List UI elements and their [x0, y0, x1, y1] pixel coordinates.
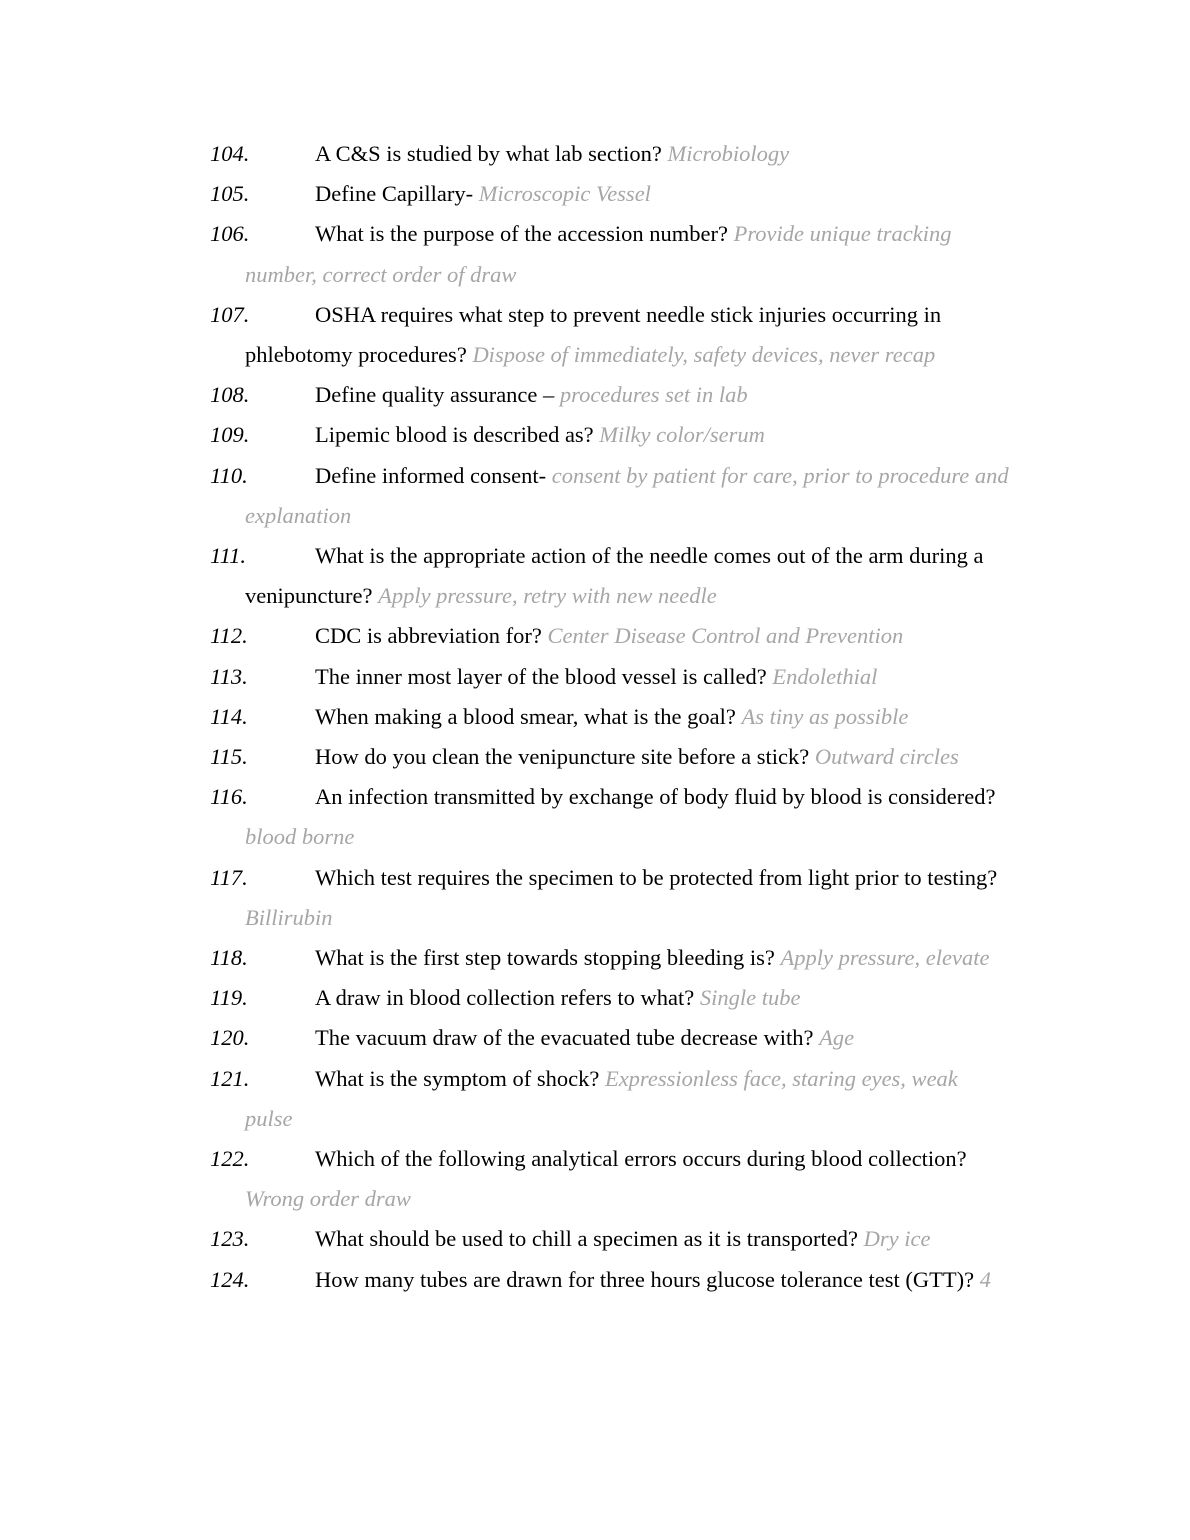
- question-item: [210, 1219, 1010, 1259]
- answer-text: blood borne: [245, 824, 355, 850]
- question-number: 104.: [210, 141, 250, 166]
- question-item: [210, 456, 1010, 536]
- question-item: [210, 978, 1010, 1018]
- question-item: [210, 375, 1010, 415]
- question-item: [210, 295, 1010, 375]
- question-list: [210, 134, 1010, 1300]
- question-number: 112.: [210, 623, 248, 649]
- question-text: What is the symptom of shock?: [315, 1065, 600, 1091]
- question-item: [210, 616, 1010, 656]
- question-item: [210, 1139, 1010, 1219]
- answer-text: Billirubin: [245, 904, 333, 930]
- question-text: Which of the following analytical errors occurs during blood collection?: [315, 1146, 967, 1172]
- question-text: A C&S is studied by what lab section?: [315, 141, 662, 166]
- question-number: 107.: [210, 301, 250, 327]
- question-number: 109.: [210, 422, 250, 448]
- question-text: What should be used to chill a specimen as it is transported?: [315, 1226, 858, 1252]
- question-text: The inner most layer of the blood vessel is called?: [315, 663, 767, 689]
- question-text: Define quality assurance –: [315, 382, 555, 408]
- question-item: [210, 657, 1010, 697]
- answer-text: 4: [979, 1266, 991, 1292]
- question-text: How do you clean the venipuncture site before a stick?: [315, 744, 810, 770]
- question-number: 121.: [210, 1065, 250, 1091]
- question-text: Which test requires the specimen to be protected from light prior to testing?: [315, 864, 998, 890]
- question-text: CDC is abbreviation for?: [315, 623, 542, 649]
- answer-text: Wrong order draw: [245, 1186, 411, 1212]
- question-text: What is the purpose of the accession number?: [315, 221, 728, 247]
- question-number: 110.: [210, 462, 248, 488]
- question-item: [210, 737, 1010, 777]
- answer-text: As tiny as possible: [741, 703, 909, 729]
- question-item: [210, 134, 1010, 174]
- question-number: 106.: [210, 221, 250, 247]
- question-item: [210, 697, 1010, 737]
- question-number: 115.: [210, 744, 248, 770]
- answer-text: Microscopic Vessel: [478, 181, 651, 207]
- answer-text: Center Disease Control and Prevention: [547, 623, 904, 649]
- question-number: 117.: [210, 864, 248, 890]
- answer-text: Dispose of immediately, safety devices, never recap: [472, 342, 936, 368]
- question-text: Lipemic blood is described as?: [315, 422, 594, 448]
- question-number: 113.: [210, 663, 248, 689]
- question-text: A draw in blood collection refers to what?: [315, 985, 695, 1011]
- answer-text: Single tube: [699, 985, 801, 1011]
- question-item: [210, 938, 1010, 978]
- answer-text: Outward circles: [814, 744, 959, 770]
- question-item: [210, 214, 1010, 294]
- question-item: [210, 858, 1010, 938]
- answer-text: Expressionless face, staring eyes, weak pulse: [245, 1065, 958, 1131]
- question-text: The vacuum draw of the evacuated tube decrease with?: [315, 1025, 814, 1051]
- question-number: 120.: [210, 1025, 250, 1051]
- question-text: OSHA requires what step to prevent needle stick injuries occurring in phlebotomy procedures?: [245, 301, 942, 368]
- answer-text: Microbiology: [667, 141, 790, 166]
- question-text: When making a blood smear, what is the goal?: [315, 703, 736, 729]
- answer-text: procedures set in lab: [559, 382, 748, 408]
- question-item: [210, 174, 1010, 214]
- question-text: An infection transmitted by exchange of body fluid by blood is considered?: [315, 784, 996, 810]
- question-item: [210, 536, 1010, 616]
- question-text: Define Capillary-: [315, 181, 474, 207]
- question-item: [210, 777, 1010, 857]
- question-text: What is the first step towards stopping bleeding is?: [315, 945, 775, 971]
- question-text: How many tubes are drawn for three hours glucose tolerance test (GTT)?: [315, 1266, 975, 1292]
- question-item: [210, 1059, 1010, 1139]
- question-item: [210, 1018, 1010, 1058]
- question-number: 114.: [210, 703, 248, 729]
- answer-text: Provide unique tracking number, correct order of draw: [245, 221, 952, 287]
- answer-text: Dry ice: [863, 1226, 931, 1252]
- question-number: 108.: [210, 382, 250, 408]
- question-number: 119.: [210, 985, 248, 1011]
- question-text: Define informed consent-: [315, 462, 547, 488]
- answer-text: Endolethial: [772, 663, 878, 689]
- question-number: 124.: [210, 1266, 250, 1292]
- question-item: [210, 415, 1010, 455]
- question-number: 105.: [210, 181, 250, 207]
- answer-text: Apply pressure, retry with new needle: [378, 583, 717, 609]
- question-number: 118.: [210, 945, 248, 971]
- question-text: What is the appropriate action of the needle comes out of the arm during a venipuncture?: [245, 543, 984, 609]
- question-item: [210, 1260, 1010, 1300]
- answer-text: Age: [819, 1025, 855, 1051]
- question-number: 116.: [210, 784, 248, 810]
- question-number: 111.: [210, 543, 247, 569]
- question-number: 123.: [210, 1226, 250, 1252]
- question-number: 122.: [210, 1146, 250, 1172]
- answer-text: Milky color/serum: [599, 422, 765, 448]
- answer-text: consent by patient for care, prior to procedure and explanation: [245, 462, 1009, 528]
- answer-text: Apply pressure, elevate: [780, 945, 990, 971]
